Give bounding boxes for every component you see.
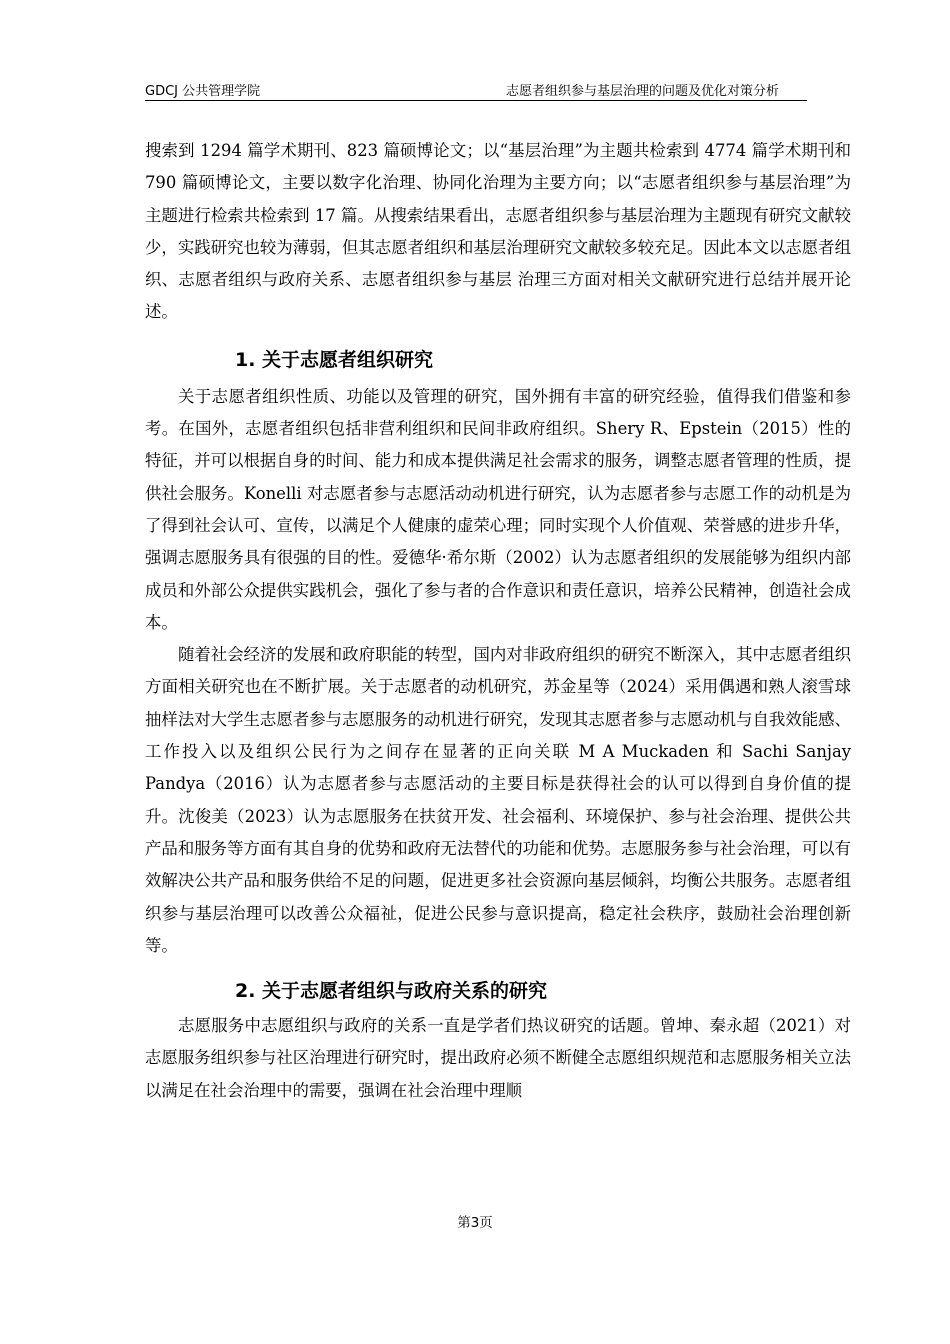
- page-header: [145, 78, 807, 101]
- section-1-paragraph-1: 关于志愿者组织性质、功能以及管理的研究，国外拥有丰富的研究经验，值得我们借鉴和参考。在国外，志愿者组织包括非营利组织和民间非政府组织。Shery R、Epstein（2015）性的特征，并可以根据自身的时间、能力和成本提供满足社会需求的服务，调整志愿者管理的性质，提供社会服务。Konelli 对志愿者参与志愿活动动机进行研究，认为志愿者参与志愿工作的动机是为了得到社会认可、宣传，以满足个人健康的虚荣心理；同时实现个人价值观、荣誉感的进步升华，强调志愿服务具有很强的目的性。爱德华·希尔斯（2002）认为志愿者组织的发展能够为组织内部成员和外部公众提供实践机会，强化了参与者的合作意识和责任意识，培养公民精神，创造社会成本。: [145, 386, 851, 632]
- page-number: 第3页: [457, 1215, 493, 1231]
- section-1-paragraph-2: 随着社会经济的发展和政府职能的转型，国内对非政府组织的研究不断深入，其中志愿者组织方面相关研究也在不断扩展。关于志愿者的动机研究，苏金星等（2024）采用偶遇和熟人滚雪球抽样法对大学生志愿者参与志愿服务的动机进行研究，发现其志愿者参与志愿动机与自我效能感、工作投入以及组织公民行为之间存在显著的正向关联 M A Muckaden 和 Sachi Sanjay Pandya（2016）认为志愿者参与志愿活动的主要目标是获得社会的认可以得到自身价值的提升。沈俊美（2023）认为志愿服务在扶贫开发、社会福利、环境保护、参与社会治理、提供公共产品和服务等方面有其自身的优势和政府无法替代的功能和优势。志愿服务参与社会治理，可以有效解决公共产品和服务供给不足的问题，促进更多社会资源向基层倾斜，均衡公共服务。志愿者组织参与基层治理可以改善公众福祉，促进公民参与意识提高，稳定社会秩序，鼓励社会治理创新等。: [145, 645, 851, 955]
- header-thesis-title: 志愿者组织参与基层治理的问题及优化对策分析: [505, 84, 779, 99]
- section-2-paragraph-1: 志愿服务中志愿组织与政府的关系一直是学者们热议研究的话题。曾坤、秦永超（2021）对志愿服务组织参与社区治理进行研究时，提出政府必须不断健全志愿组织规范和志愿服务相关立法以满足在社会治理中的需要，强调在社会治理中理顺: [145, 1016, 851, 1100]
- section-2-heading: 2. 关于志愿者组织与政府关系的研究: [235, 980, 548, 1003]
- page-body: [145, 135, 851, 1107]
- header-institution: GDCJ 公共管理学院: [145, 84, 261, 99]
- section-1-heading: 1. 关于志愿者组织研究: [235, 348, 434, 371]
- intro-paragraph: 搜索到 1294 篇学术期刊、823 篇硕博论文；以“基层治理”为主题共检索到 4774 篇学术期刊和 790 篇硕博论文，主要以数字化治理、协同化治理为主要方向；以“志愿者组织参与基层治理”为主题进行检索共检索到 17 篇。从搜索结果看出，志愿者组织参与基层治理为主题现有研究文献较少，实践研究也较为薄弱，但其志愿者组织和基层治理研究文献较多较充足。因此本文以志愿者组织、志愿者组织与政府关系、志愿者组织参与基层 治理三方面对相关文献研究进行总结并展开论述。: [145, 141, 851, 322]
